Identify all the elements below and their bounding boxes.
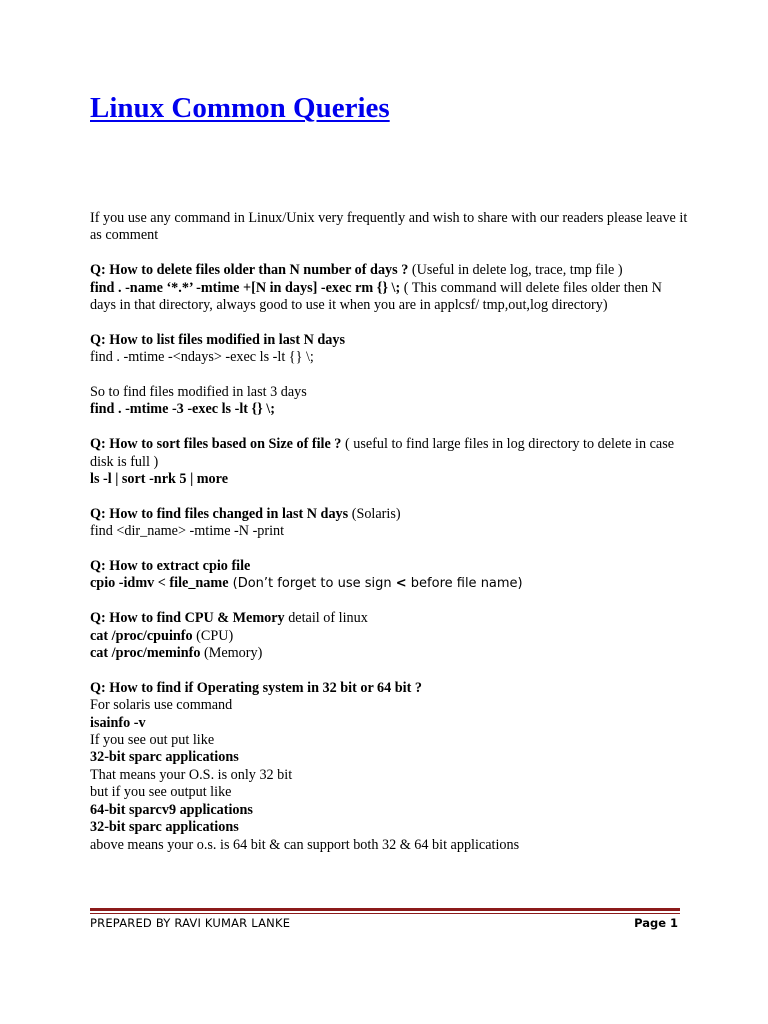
output-line: [90, 749, 690, 766]
query-line: [90, 558, 690, 575]
page-number: Page 1: [634, 916, 678, 930]
command-text: find <dir_name> -mtime -N -print: [90, 523, 285, 540]
query-question: Q: How to list files modified in last N days: [90, 331, 345, 348]
query-note: detail of linux: [284, 610, 368, 627]
query-line: [90, 332, 690, 349]
command-note: (Memory): [200, 645, 263, 662]
body-text: If you see out put like: [90, 732, 215, 749]
command-text: cat /proc/cpuinfo: [90, 627, 193, 644]
command-line: [90, 280, 690, 315]
query-question: Q: How to find if Operating system in 32 bit or 64 bit ?: [90, 679, 422, 696]
output-line: [90, 802, 690, 819]
document-body: [90, 210, 690, 854]
command-line: [90, 471, 690, 488]
command-text: find . -name ‘*.*’ -mtime +[N in days] -exec rm {} \;: [90, 279, 401, 296]
output-text: 32-bit sparc applications: [90, 749, 239, 766]
output-text: 64-bit sparcv9 applications: [90, 801, 253, 818]
note-part: before file name): [406, 576, 523, 592]
command-text: isainfo -v: [90, 714, 146, 731]
command-note: [229, 576, 523, 591]
query-question: Q: How to sort files based on Size of file ?: [90, 436, 342, 453]
body-text: above means your o.s. is 64 bit & can support both 32 & 64 bit applications: [90, 836, 520, 853]
query-line: [90, 436, 690, 471]
query-line: [90, 262, 690, 279]
command-line: [90, 645, 690, 662]
command-line: [90, 575, 690, 592]
query-question: Q: How to delete files older than N number of days ?: [90, 262, 409, 279]
note-part: (Don’t forget to use sign: [228, 576, 396, 592]
command-note: (CPU): [192, 627, 234, 644]
intro-text: If you use any command in Linux/Unix very frequently and wish to share with our readers please leave it as comment: [90, 210, 688, 244]
footer-divider: [90, 908, 680, 911]
body-text: For solaris use command: [90, 697, 233, 714]
query-list-modified-example: [90, 384, 690, 419]
query-note: ( useful to find large files in log directory to delete in case disk is full ): [90, 436, 675, 470]
command-line: [90, 628, 690, 645]
footer-author: PREPARED BY RAVI KUMAR LANKE: [90, 916, 291, 930]
command-text: ls -l | sort -nrk 5 | more: [90, 471, 228, 488]
query-cpu-memory: [90, 610, 690, 662]
command-text: find . -mtime -3 -exec ls -lt {} \;: [90, 401, 275, 418]
query-delete-old-files: [90, 262, 690, 314]
query-os-bitness: [90, 680, 690, 854]
query-question: Q: How to find files changed in last N days: [90, 505, 349, 522]
query-line: [90, 680, 690, 697]
footer-divider-thin: [90, 913, 680, 914]
query-list-modified: [90, 332, 690, 367]
intro-section: [90, 210, 690, 245]
query-line: [90, 610, 690, 627]
command-description: ( This command will delete files older then N days in that directory, always good to use it when you are in applcsf/ tmp,out,log directory): [90, 279, 662, 314]
query-question: Q: How to find CPU & Memory: [90, 610, 285, 627]
query-question: Q: How to extract cpio file: [90, 558, 251, 575]
example-text: So to find files modified in last 3 days: [90, 384, 307, 401]
query-note: (Solaris): [348, 505, 401, 522]
output-line: [90, 819, 690, 836]
command-line: [90, 715, 690, 732]
query-sort-by-size: [90, 436, 690, 488]
command-line: [90, 401, 690, 418]
command-text: cpio -idmv < file_name: [90, 575, 229, 592]
query-note: (Useful in delete log, trace, tmp file ): [408, 262, 623, 279]
body-text: That means your O.S. is only 32 bit: [90, 766, 293, 783]
query-extract-cpio: [90, 558, 690, 593]
page-title-link[interactable]: Linux Common Queries: [90, 92, 390, 124]
query-find-changed: [90, 506, 690, 541]
command-text: find . -mtime -<ndays> -exec ls -lt {} \;: [90, 349, 314, 366]
body-text: but if you see output like: [90, 784, 232, 801]
command-text: cat /proc/meminfo: [90, 645, 201, 662]
note-sign: <: [395, 576, 407, 592]
query-line: [90, 506, 690, 523]
output-text: 32-bit sparc applications: [90, 819, 239, 836]
